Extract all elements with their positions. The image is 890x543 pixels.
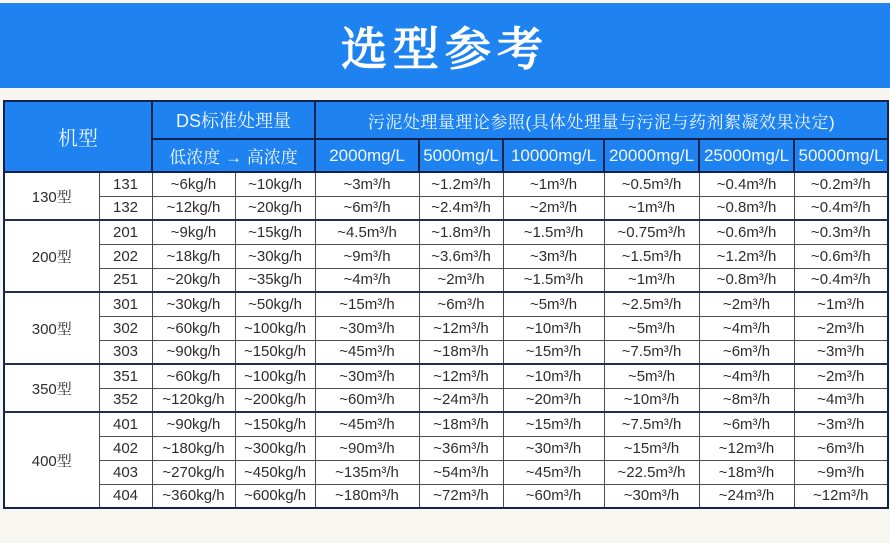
capacity-cell: ~9kg/h: [152, 220, 235, 244]
table-row: [4, 220, 888, 244]
model-number-cell: 403: [99, 460, 152, 484]
capacity-cell: ~50kg/h: [235, 292, 315, 316]
table-row: [4, 388, 888, 412]
table-row: [4, 364, 888, 388]
capacity-cell: ~3.6m³/h: [419, 244, 503, 268]
capacity-cell: ~2m³/h: [699, 292, 794, 316]
capacity-cell: ~18m³/h: [419, 412, 503, 436]
capacity-cell: ~36m³/h: [419, 436, 503, 460]
model-number-cell: 132: [99, 196, 152, 220]
capacity-cell: ~200kg/h: [235, 388, 315, 412]
capacity-cell: ~18m³/h: [699, 460, 794, 484]
capacity-cell: ~4.5m³/h: [315, 220, 419, 244]
capacity-cell: ~0.4m³/h: [699, 172, 794, 196]
header-sludge-reference: 污泥处理量理论参照(具体处理量与污泥与药剂絮凝效果决定): [315, 101, 888, 139]
capacity-cell: ~10m³/h: [503, 364, 604, 388]
capacity-cell: ~72m³/h: [419, 484, 503, 508]
header-concentration: 50000mg/L: [794, 139, 888, 172]
capacity-cell: ~0.5m³/h: [604, 172, 699, 196]
capacity-cell: ~0.8m³/h: [699, 196, 794, 220]
capacity-cell: ~0.6m³/h: [794, 244, 888, 268]
header-concentration: 25000mg/L: [699, 139, 794, 172]
header-row-top: [4, 101, 888, 139]
model-number-cell: 202: [99, 244, 152, 268]
model-group-label: 400型: [4, 412, 99, 508]
capacity-cell: ~450kg/h: [235, 460, 315, 484]
header-ds-capacity: DS标准处理量: [152, 101, 315, 139]
capacity-cell: ~15m³/h: [503, 412, 604, 436]
capacity-cell: ~7.5m³/h: [604, 412, 699, 436]
capacity-cell: ~180m³/h: [315, 484, 419, 508]
capacity-cell: ~24m³/h: [699, 484, 794, 508]
capacity-cell: ~30m³/h: [315, 364, 419, 388]
model-number-cell: 131: [99, 172, 152, 196]
capacity-cell: ~5m³/h: [604, 316, 699, 340]
capacity-cell: ~45m³/h: [503, 460, 604, 484]
capacity-cell: ~0.3m³/h: [794, 220, 888, 244]
model-number-cell: 351: [99, 364, 152, 388]
model-number-cell: 302: [99, 316, 152, 340]
capacity-cell: ~12m³/h: [419, 364, 503, 388]
capacity-cell: ~20kg/h: [152, 268, 235, 292]
capacity-cell: ~1.5m³/h: [503, 268, 604, 292]
title-banner: [0, 3, 890, 88]
capacity-cell: ~4m³/h: [315, 268, 419, 292]
capacity-cell: ~360kg/h: [152, 484, 235, 508]
capacity-cell: ~1.2m³/h: [419, 172, 503, 196]
capacity-cell: ~20m³/h: [503, 388, 604, 412]
capacity-cell: ~300kg/h: [235, 436, 315, 460]
table-row: [4, 412, 888, 436]
model-number-cell: 352: [99, 388, 152, 412]
capacity-cell: ~12m³/h: [699, 436, 794, 460]
capacity-cell: ~1m³/h: [503, 172, 604, 196]
capacity-cell: ~4m³/h: [699, 364, 794, 388]
capacity-cell: ~6m³/h: [419, 292, 503, 316]
capacity-cell: ~3m³/h: [503, 244, 604, 268]
capacity-cell: ~135m³/h: [315, 460, 419, 484]
capacity-cell: ~3m³/h: [315, 172, 419, 196]
model-number-cell: 301: [99, 292, 152, 316]
table-row: [4, 196, 888, 220]
capacity-cell: ~100kg/h: [235, 316, 315, 340]
capacity-cell: ~18m³/h: [419, 340, 503, 364]
capacity-cell: ~30kg/h: [235, 244, 315, 268]
capacity-cell: ~3m³/h: [794, 412, 888, 436]
capacity-cell: ~2.4m³/h: [419, 196, 503, 220]
capacity-cell: ~18kg/h: [152, 244, 235, 268]
capacity-cell: ~9m³/h: [794, 460, 888, 484]
capacity-cell: ~6m³/h: [794, 436, 888, 460]
capacity-cell: ~2m³/h: [503, 196, 604, 220]
table-row: [4, 172, 888, 196]
capacity-cell: ~1m³/h: [604, 196, 699, 220]
capacity-cell: ~8m³/h: [699, 388, 794, 412]
capacity-cell: ~10m³/h: [604, 388, 699, 412]
capacity-cell: ~100kg/h: [235, 364, 315, 388]
capacity-cell: ~270kg/h: [152, 460, 235, 484]
capacity-cell: ~0.75m³/h: [604, 220, 699, 244]
table-row: [4, 340, 888, 364]
header-model: 机型: [4, 101, 152, 172]
capacity-cell: ~180kg/h: [152, 436, 235, 460]
capacity-cell: ~2m³/h: [419, 268, 503, 292]
model-number-cell: 402: [99, 436, 152, 460]
model-group-label: 300型: [4, 292, 99, 364]
header-concentration: 2000mg/L: [315, 139, 419, 172]
table-row: [4, 244, 888, 268]
capacity-cell: ~15m³/h: [503, 340, 604, 364]
capacity-cell: ~150kg/h: [235, 412, 315, 436]
capacity-cell: ~24m³/h: [419, 388, 503, 412]
capacity-cell: ~1.2m³/h: [699, 244, 794, 268]
table-row: [4, 460, 888, 484]
table-row: [4, 268, 888, 292]
header-concentration: 5000mg/L: [419, 139, 503, 172]
capacity-cell: ~1m³/h: [794, 292, 888, 316]
capacity-cell: ~60m³/h: [315, 388, 419, 412]
capacity-cell: ~5m³/h: [604, 364, 699, 388]
capacity-cell: ~2.5m³/h: [604, 292, 699, 316]
table-row: [4, 316, 888, 340]
capacity-cell: ~22.5m³/h: [604, 460, 699, 484]
capacity-cell: ~6m³/h: [315, 196, 419, 220]
capacity-cell: ~60kg/h: [152, 316, 235, 340]
capacity-cell: ~3m³/h: [794, 340, 888, 364]
table-body: [4, 172, 888, 508]
capacity-cell: ~30m³/h: [315, 316, 419, 340]
capacity-cell: ~30kg/h: [152, 292, 235, 316]
header-ds-range: 低浓度 → 高浓度: [152, 139, 315, 172]
capacity-cell: ~0.2m³/h: [794, 172, 888, 196]
table-header: [4, 101, 888, 172]
capacity-cell: ~0.4m³/h: [794, 268, 888, 292]
model-group-label: 350型: [4, 364, 99, 412]
capacity-cell: ~15m³/h: [315, 292, 419, 316]
table-row: [4, 436, 888, 460]
model-number-cell: 401: [99, 412, 152, 436]
capacity-cell: ~30m³/h: [604, 484, 699, 508]
capacity-cell: ~0.4m³/h: [794, 196, 888, 220]
capacity-cell: ~1m³/h: [604, 268, 699, 292]
capacity-cell: ~30m³/h: [503, 436, 604, 460]
capacity-cell: ~35kg/h: [235, 268, 315, 292]
table-row: [4, 292, 888, 316]
capacity-cell: ~45m³/h: [315, 412, 419, 436]
model-number-cell: 201: [99, 220, 152, 244]
capacity-cell: ~1.5m³/h: [503, 220, 604, 244]
capacity-cell: ~1.8m³/h: [419, 220, 503, 244]
capacity-cell: ~600kg/h: [235, 484, 315, 508]
capacity-cell: ~20kg/h: [235, 196, 315, 220]
capacity-cell: ~6m³/h: [699, 340, 794, 364]
capacity-cell: ~9m³/h: [315, 244, 419, 268]
table-row: [4, 484, 888, 508]
capacity-cell: ~15kg/h: [235, 220, 315, 244]
capacity-cell: ~90m³/h: [315, 436, 419, 460]
capacity-cell: ~60kg/h: [152, 364, 235, 388]
capacity-cell: ~6m³/h: [699, 412, 794, 436]
model-number-cell: 251: [99, 268, 152, 292]
capacity-cell: ~2m³/h: [794, 364, 888, 388]
capacity-cell: ~5m³/h: [503, 292, 604, 316]
capacity-cell: ~0.8m³/h: [699, 268, 794, 292]
capacity-cell: ~1.5m³/h: [604, 244, 699, 268]
capacity-cell: ~45m³/h: [315, 340, 419, 364]
model-number-cell: 303: [99, 340, 152, 364]
capacity-cell: ~15m³/h: [604, 436, 699, 460]
capacity-cell: ~10m³/h: [503, 316, 604, 340]
capacity-cell: ~54m³/h: [419, 460, 503, 484]
capacity-cell: ~150kg/h: [235, 340, 315, 364]
capacity-cell: ~2m³/h: [794, 316, 888, 340]
capacity-cell: ~6kg/h: [152, 172, 235, 196]
table-container: [0, 88, 890, 509]
capacity-cell: ~90kg/h: [152, 412, 235, 436]
capacity-cell: ~120kg/h: [152, 388, 235, 412]
capacity-cell: ~12m³/h: [419, 316, 503, 340]
header-concentration: 10000mg/L: [503, 139, 604, 172]
capacity-cell: ~60m³/h: [503, 484, 604, 508]
model-group-label: 130型: [4, 172, 99, 220]
model-group-label: 200型: [4, 220, 99, 292]
capacity-cell: ~12m³/h: [794, 484, 888, 508]
header-concentration: 20000mg/L: [604, 139, 699, 172]
capacity-cell: ~7.5m³/h: [604, 340, 699, 364]
capacity-cell: ~90kg/h: [152, 340, 235, 364]
capacity-cell: ~12kg/h: [152, 196, 235, 220]
capacity-cell: ~10kg/h: [235, 172, 315, 196]
capacity-cell: ~4m³/h: [794, 388, 888, 412]
selection-reference-table: [3, 100, 889, 509]
page-title: 选型参考: [341, 22, 549, 75]
capacity-cell: ~0.6m³/h: [699, 220, 794, 244]
model-number-cell: 404: [99, 484, 152, 508]
capacity-cell: ~4m³/h: [699, 316, 794, 340]
